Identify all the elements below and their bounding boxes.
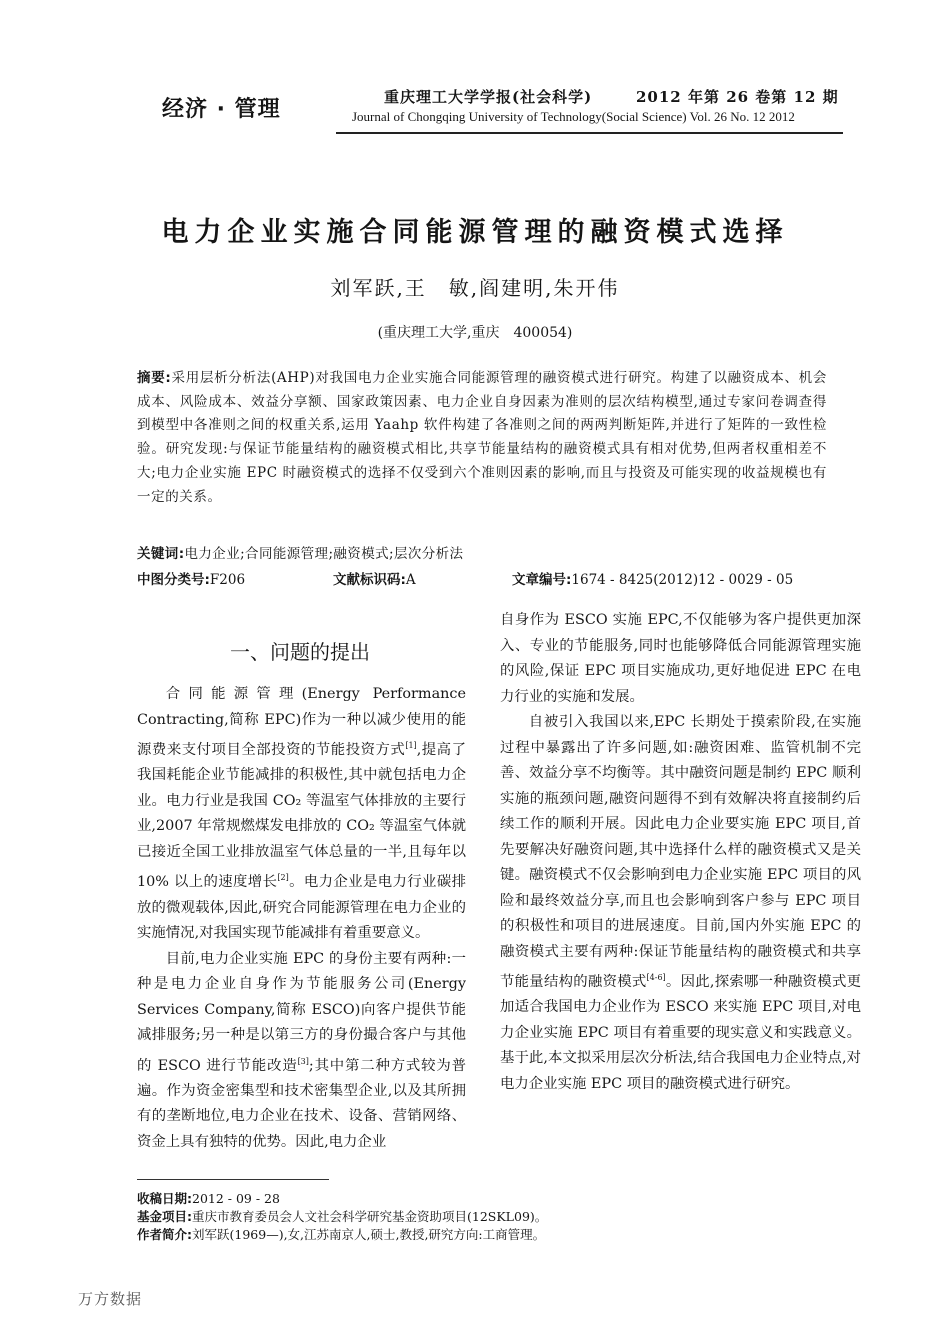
keywords-text: 电力企业;合同能源管理;融资模式;层次分析法 <box>184 546 464 562</box>
paragraph <box>137 682 466 947</box>
section-tag: 经济 · 管理 <box>162 97 281 122</box>
journal-issue-cn: 2012 年第 26 卷第 12 期 <box>636 88 839 106</box>
citation: [2] <box>277 873 289 883</box>
journal-name-cn: 重庆理工大学学报(社会科学) <box>384 88 593 106</box>
abstract <box>137 367 827 509</box>
clc-value: F206 <box>209 572 246 588</box>
paragraph <box>500 710 861 1097</box>
author-affiliation: (重庆理工大学,重庆 400054) <box>377 325 573 341</box>
received-date <box>137 1190 857 1208</box>
footnotes <box>137 1190 857 1244</box>
article-number <box>512 568 793 588</box>
section-heading: 一、问题的提出 <box>230 640 370 664</box>
fund-value: 重庆市教育委员会人文社会科学研究基金资助项目(12SKL09)。 <box>192 1209 548 1224</box>
paragraph <box>137 947 466 1156</box>
paragraph-text: ,提高了我国耗能企业节能减排的积极性,其中就包括电力企业。电力行业是我国 CO₂ 等温室气体排放的主要行业,2007 年常规燃煤发电排放的 CO₂ 等温室气体就已接近全国工业排放温室气体总量的一半,且每年以 10% 以上的速度增长 <box>137 741 466 891</box>
abstract-text: 采用层析分析法(AHP)对我国电力企业实施合同能源管理的融资模式进行研究。构建了以融资成本、机会成本、风险成本、效益分享额、国家政策因素、电力企业自身因素为准则的层次结构模型,通过专家问卷调查得到模型中各准则之间的权重关系,运用 Yaahp 软件构建了各准则之间的两两判断矩阵,并进行了矩阵的一致性检验。研究发现:与保证节能量结构的融资模式相比,共享节能量结构的融资模式具有相对优势,但两者权重相差不大;电力企业实施 EPC 时融资模式的选择不仅受到六个准则因素的影响,而且与投资及可能实现的收益规模也有一定的关系。 <box>137 370 827 505</box>
paragraph-text: 。因此,探索哪一种融资模式更加适合我国电力企业作为 ESCO 来实施 EPC 项目,对电力企业实施 EPC 项目有着重要的现实意义和实践意义。基于此,本文拟采用层次分析法,结合我国电力企业特点,对电力企业实施 EPC 项目的融资模式进行研究。 <box>500 973 861 1092</box>
clc-number <box>137 568 245 588</box>
author-bio <box>137 1226 857 1244</box>
citation: [1] <box>405 741 417 750</box>
abstract-label: 摘要: <box>137 370 172 386</box>
paragraph-text: 自被引入我国以来,EPC 长期处于摸索阶段,在实施过程中暴露出了许多问题,如:融资困难、监管机制不完善、效益分享不均衡等。其中融资问题是制约 EPC 顺利实施的瓶颈问题,融资问题得不到有效解决将直接制约后续工作的顺利开展。因此电力企业要实施 EPC 项目,首先要解决好融资问题,其中选择什么样的融资模式又是关键。融资模式不仅会影响到电力企业实施 EPC 项目的风险和最终效益分享,而且也会影响到客户参与 EPC 项目的积极性和项目的进展速度。目前,国内外实施 EPC 的融资模式主要有两种:保证节能量结构的融资模式和共享节能量结构的融资模式 <box>500 714 861 990</box>
paragraph-text: 合同能源管理(Energy Performance Contracting,简称 EPC)作为一种以减少使用的能源费来支付项目全部投资的节能投资方式 <box>137 686 466 758</box>
keywords-label: 关键词: <box>137 546 185 562</box>
doc-code-label: 文献标识码: <box>333 572 406 588</box>
article-authors: 刘军跃,王 敏,阎建明,朱开伟 <box>330 276 620 300</box>
doc-code <box>333 568 416 588</box>
author-bio-label: 作者简介: <box>137 1227 192 1242</box>
article-title: 电力企业实施合同能源管理的融资模式选择 <box>161 217 789 248</box>
header-divider <box>336 132 843 134</box>
journal-name-en: Journal of Chongqing University of Technology(Social Science) Vol. 26 No. 12 2012 <box>352 109 795 124</box>
body-column-left <box>137 682 466 1155</box>
received-value: 2012 - 09 - 28 <box>192 1191 280 1206</box>
paragraph: 自身作为 ESCO 实施 EPC,不仅能够为客户提供更加深入、专业的节能服务,同时也能够降低合同能源管理实施的风险,保证 EPC 项目实施成功,更好地促进 EPC 在电力行业的实施和发展。 <box>500 612 861 705</box>
doc-code-value: A <box>405 572 416 588</box>
keywords <box>137 542 827 562</box>
paragraph-text: 目前,电力企业实施 EPC 的身份主要有两种:一种是电力企业自身作为节能服务公司(Energy Services Company,简称 ESCO)向客户提供节能减排服务;另一种是以第三方的身份撮合客户与其他的 ESCO 进行节能改造 <box>137 950 466 1074</box>
article-number-label: 文章编号: <box>512 572 572 588</box>
citation: [4-6] <box>646 973 666 982</box>
article-number-value: 1674 - 8425(2012)12 - 0029 - 05 <box>571 572 794 588</box>
citation: [3] <box>297 1056 309 1066</box>
author-bio-value: 刘军跃(1969—),女,江苏南京人,硕士,教授,研究方向:工商管理。 <box>192 1227 546 1242</box>
paragraph-text: ;其中第二种方式较为普遍。作为资金密集型和技术密集型企业,以及其所拥有的垄断地位,电力企业在技术、设备、营销网络、资金上具有独特的优势。因此,电力企业 <box>137 1057 466 1150</box>
fund-project <box>137 1208 857 1226</box>
body-column-right <box>500 608 861 1097</box>
paragraph-text: 。电力企业是电力行业碳排放的微观载体,因此,研究合同能源管理在电力企业的实施情况,对我国实现节能减排有着重要意义。 <box>137 874 466 942</box>
footnote-divider <box>137 1179 329 1180</box>
received-label: 收稿日期: <box>137 1191 192 1206</box>
fund-label: 基金项目: <box>137 1209 192 1224</box>
clc-label: 中图分类号: <box>137 572 210 588</box>
watermark: 万方数据 <box>78 1290 143 1308</box>
